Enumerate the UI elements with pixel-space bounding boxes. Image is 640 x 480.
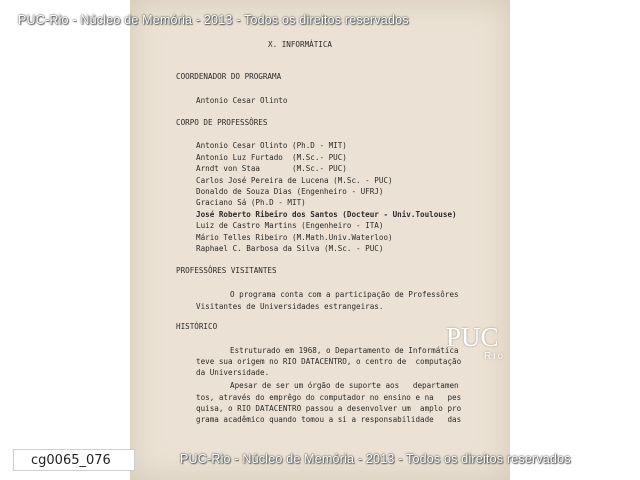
bottom-copyright-watermark: PUC-Rio - Núcleo de Memória - 2013 - Todos os direitos reservados <box>180 452 571 466</box>
history-text-line: teve sua origem no RIO DATACENTRO, o centro de computação <box>196 357 462 366</box>
faculty-member: José Roberto Ribeiro dos Santos (Docteur - Univ.Toulouse) <box>196 210 457 219</box>
faculty-member: Antonio Cesar Olinto (Ph.D - MIT) <box>196 141 347 150</box>
faculty-member: Raphael C. Barbosa da Silva (M.Sc. - PUC) <box>196 244 384 253</box>
visiting-text-line: Visitantes de Universidades estrangeiras. <box>196 302 384 311</box>
logo-puc-text: PUC <box>446 322 499 352</box>
visiting-heading: PROFESSÔRES VISITANTES <box>176 266 277 275</box>
visiting-text-line: O programa conta com a participação de Professôres <box>230 290 459 299</box>
history-text-line: quisa, o RIO DATACENTRO passou a desenvolver um amplo pro <box>196 404 462 413</box>
faculty-member: Antonio Luz Furtado (M.Sc.- PUC) <box>196 153 347 162</box>
logo-rio-text: Rio <box>484 351 506 362</box>
history-text-line: tos, através do emprêgo do computador no ensino e na pes <box>196 393 462 402</box>
section-title: X. INFORMÁTICA <box>268 40 333 49</box>
history-heading: HISTÓRICO <box>176 322 218 331</box>
history-text-line: Apesar de ser um órgão de suporte aos departamen <box>230 381 459 390</box>
faculty-member: Arndt von Staa (M.Sc.- PUC) <box>196 164 347 173</box>
puc-rio-logo-watermark <box>446 322 506 362</box>
image-id-label: cg0065_076 <box>13 449 135 471</box>
top-copyright-watermark: PUC-Rio - Núcleo de Memória - 2013 - Todos os direitos reservados <box>18 13 409 27</box>
coordinator-heading: COORDENADOR DO PROGRAMA <box>176 72 282 81</box>
history-text-line: da Universidade. <box>196 368 270 377</box>
faculty-member: Graciano Sá (Ph.D - MIT) <box>196 198 306 207</box>
coordinator-name: Antonio Cesar Olinto <box>196 96 288 105</box>
faculty-member: Carlos José Pereira de Lucena (M.Sc. - PUC) <box>196 176 393 185</box>
faculty-member: Donaldo de Souza Dias (Engenheiro - UFRJ) <box>196 187 384 196</box>
faculty-member: Mário Telles Ribeiro (M.Math.Univ.Waterloo) <box>196 233 393 242</box>
history-text-line: grama acadêmico quando tomou a si a responsabilidade das <box>196 415 462 424</box>
faculty-heading: CORPO DE PROFESSÔRES <box>176 118 268 127</box>
faculty-member: Luiz de Castro Martins (Engenheiro - ITA) <box>196 221 384 230</box>
history-text-line: Estruturado em 1968, o Departamento de Informática <box>230 346 459 355</box>
